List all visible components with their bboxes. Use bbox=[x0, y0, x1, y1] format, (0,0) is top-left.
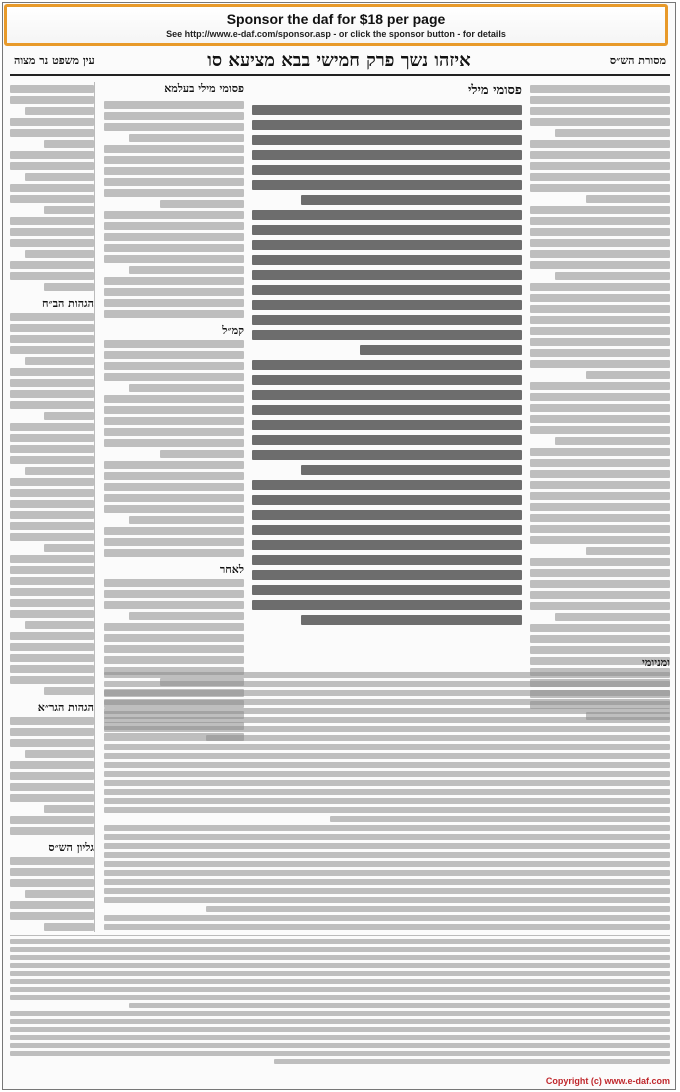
left-margin-column bbox=[10, 82, 95, 932]
rashi-opening-words: פסומי מילי בעלמא bbox=[104, 82, 244, 95]
gemara-main-column bbox=[252, 82, 522, 642]
header-title: איזהו נשך פרק חמישי בבא מציעא סו bbox=[207, 50, 471, 71]
laachar-label: לאחר bbox=[219, 563, 244, 576]
sponsor-banner[interactable] bbox=[4, 4, 668, 46]
haggahot-gra-label: הגהות הגר״א bbox=[37, 701, 94, 714]
sponsor-subtitle[interactable]: See http://www.e-daf.com/sponsor.asp - or click the sponsor button - for details bbox=[166, 29, 506, 39]
header-mesoret: מסורת הש״ס bbox=[609, 54, 666, 67]
page-header bbox=[10, 50, 670, 76]
bottom-commentary-lower bbox=[10, 935, 670, 1076]
header-ein-mishpat: עין משפט נר מצוה bbox=[14, 54, 95, 67]
sponsor-title[interactable]: Sponsor the daf for $18 per page bbox=[226, 11, 446, 27]
gemara-opening-words: פסומי מילי bbox=[252, 82, 522, 98]
bottom-commentary bbox=[104, 650, 670, 930]
haggahot-label: הגהות הב״ח bbox=[42, 297, 94, 310]
umeiyomei-label: ומניומי bbox=[641, 656, 670, 669]
copyright-text[interactable]: Copyright (c) www.e-daf.com bbox=[545, 1076, 670, 1086]
kol-label: קמ״ל bbox=[222, 324, 244, 337]
gilyon-label: גליון הש״ס bbox=[48, 841, 94, 854]
